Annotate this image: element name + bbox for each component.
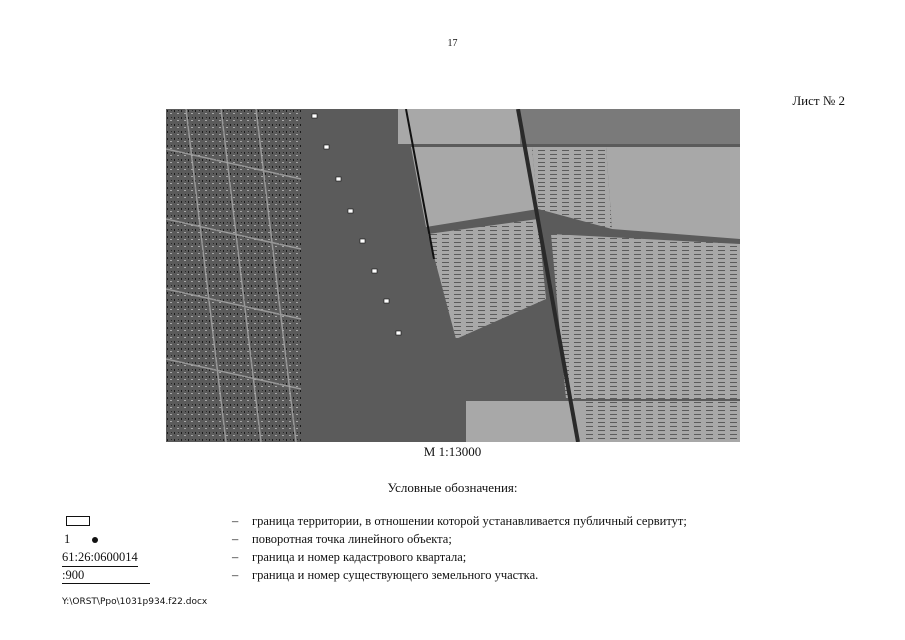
file-path: Y:\ORST\Ppo\1031p934.f22.docx bbox=[62, 597, 208, 607]
legend-text: граница и номер кадастрового квартала; bbox=[252, 550, 467, 564]
legend-item-boundary bbox=[62, 514, 862, 532]
legend-title: Условные обозначения: bbox=[387, 480, 518, 495]
legend-text: граница территории, в отношении которой устанавливается публичный сервитут; bbox=[252, 514, 687, 528]
village-area bbox=[166, 109, 301, 442]
top-light-field bbox=[398, 109, 520, 144]
turning-point bbox=[336, 177, 341, 181]
legend-symbol bbox=[62, 568, 212, 586]
legend-text: граница и номер существующего земельного участка. bbox=[252, 568, 539, 582]
legend-dash: – bbox=[232, 568, 239, 582]
top-right-strip bbox=[520, 109, 740, 144]
turning-point bbox=[348, 209, 353, 213]
field-2 bbox=[532, 147, 612, 229]
sheet-label: Лист № 2 bbox=[792, 93, 845, 108]
legend-text: поворотная точка линейного объекта; bbox=[252, 532, 452, 546]
legend-item-cadastral-quarter bbox=[62, 550, 862, 568]
scale-label: М 1:13000 bbox=[423, 444, 482, 459]
rectangle-outline-icon bbox=[66, 516, 90, 526]
turning-point bbox=[324, 145, 329, 149]
legend-dash: – bbox=[232, 550, 239, 564]
map-drawing bbox=[166, 109, 740, 442]
satellite-map bbox=[166, 109, 740, 442]
field-5 bbox=[551, 234, 740, 399]
point-number: 1 bbox=[64, 532, 71, 546]
legend-dash: – bbox=[232, 514, 239, 528]
field-7 bbox=[586, 401, 740, 442]
black-dot-icon bbox=[92, 537, 98, 543]
turning-point bbox=[360, 239, 365, 243]
field-6 bbox=[466, 401, 586, 442]
page-number: 17 bbox=[447, 38, 458, 49]
legend-symbol bbox=[62, 514, 212, 532]
legend-symbol bbox=[62, 532, 212, 550]
legend-dash: – bbox=[232, 532, 239, 546]
legend-item-turning-point bbox=[62, 532, 862, 550]
cadastral-quarter-number: 61:26:0600014 bbox=[62, 550, 138, 567]
legend-item-land-plot bbox=[62, 568, 862, 586]
turning-point bbox=[396, 331, 401, 335]
legend-symbol bbox=[62, 550, 212, 568]
turning-point bbox=[312, 114, 317, 118]
field-4 bbox=[428, 219, 546, 339]
dark-field bbox=[301, 109, 411, 442]
field-3 bbox=[606, 147, 740, 239]
turning-point bbox=[372, 269, 377, 273]
land-plot-number: :900 bbox=[62, 568, 150, 584]
turning-point bbox=[384, 299, 389, 303]
field-1 bbox=[411, 147, 538, 227]
